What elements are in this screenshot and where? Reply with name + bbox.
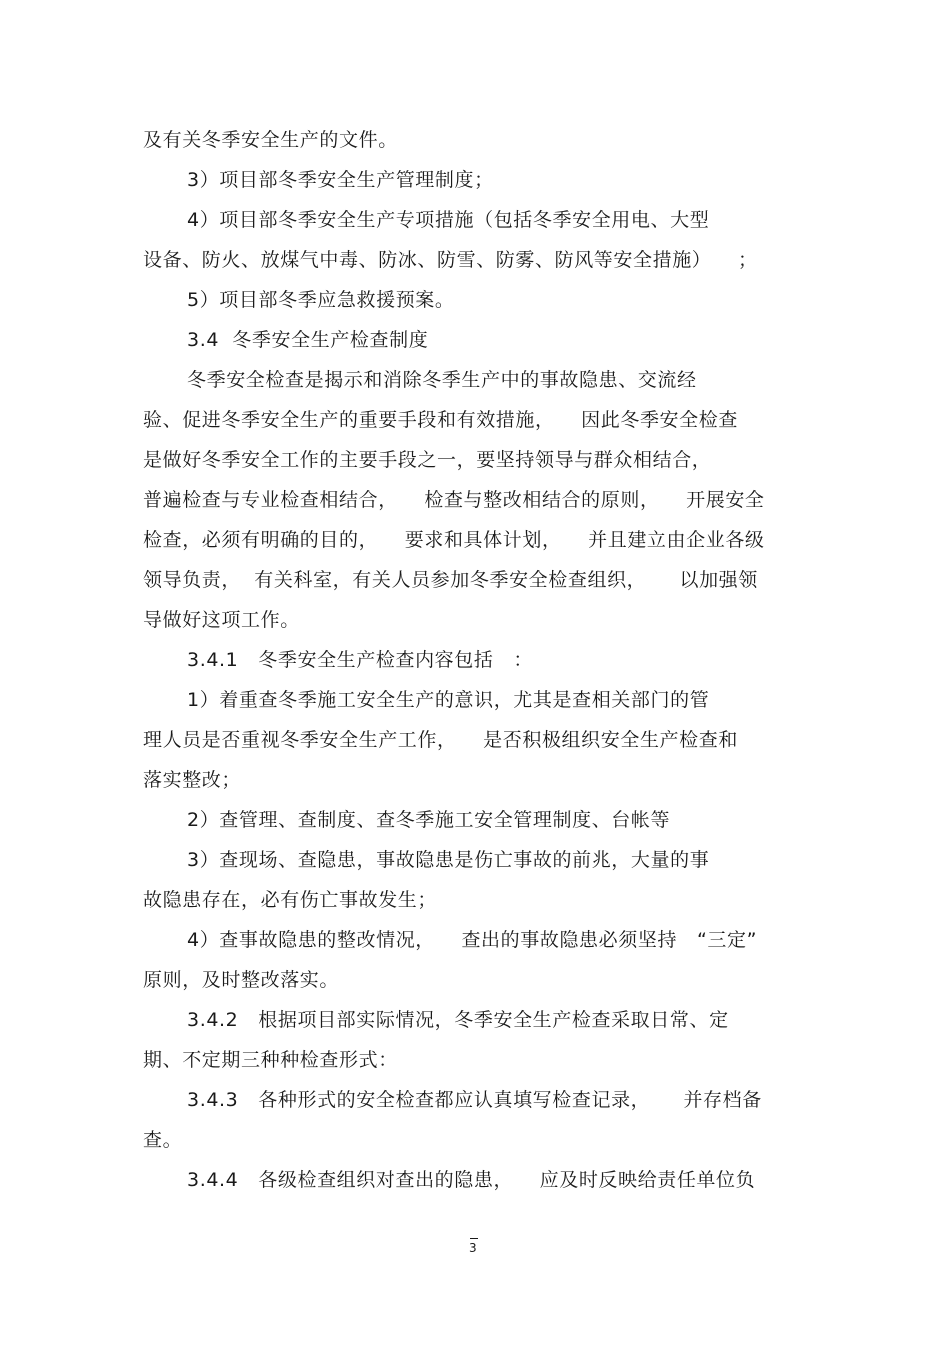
- text-line: 故隐患存在，必有伤亡事故发生；: [143, 889, 438, 911]
- text-line: 4）项目部冬季安全生产专项措施（包括冬季安全用电、大型: [187, 209, 710, 231]
- page-number-rule: [470, 1238, 478, 1239]
- section-heading: 3.4 冬季安全生产检查制度: [187, 329, 429, 351]
- text-line: 2）查管理、查制度、查冬季施工安全管理制度、台帐等: [187, 809, 671, 831]
- subsection-heading: 3.4.1 冬季安全生产检查内容包括 ：: [187, 649, 533, 671]
- text-line: 原则，及时整改落实。: [143, 969, 340, 991]
- text-line: 查。: [143, 1129, 183, 1151]
- text-line: 及有关冬季安全生产的文件。: [143, 129, 398, 151]
- text-line: 普遍检查与专业检查相结合， 检查与整改相结合的原则， 开展安全: [143, 489, 765, 511]
- text-line: 设备、防火、放煤气中毒、防冰、防雪、防雾、防风等安全措施） ；: [143, 249, 758, 271]
- text-line: 验、促进冬季安全生产的重要手段和有效措施， 因此冬季安全检查: [143, 409, 738, 431]
- text-line: 3.4.2 根据项目部实际情况，冬季安全生产检查采取日常、定: [187, 1009, 729, 1031]
- page-number: 3: [469, 1241, 477, 1255]
- text-line: 落实整改；: [143, 769, 242, 791]
- text-line: 3.4.3 各种形式的安全检查都应认真填写检查记录， 并存档备: [187, 1089, 762, 1111]
- text-line: 3）查现场、查隐患，事故隐患是伤亡事故的前兆，大量的事: [187, 849, 710, 871]
- text-line: 3）项目部冬季安全生产管理制度；: [187, 169, 494, 191]
- text-line: 4）查事故隐患的整改情况， 查出的事故隐患必须坚持 “三定”: [187, 929, 758, 951]
- text-line: 期、不定期三种种检查形式：: [143, 1049, 398, 1071]
- text-line: 是做好冬季安全工作的主要手段之一，要坚持领导与群众相结合，: [143, 449, 712, 471]
- text-line: 领导负责， 有关科室，有关人员参加冬季安全检查组织， 以加强领: [143, 569, 758, 591]
- text-line: 5）项目部冬季应急救援预案。: [187, 289, 455, 311]
- text-line: 1）着重查冬季施工安全生产的意识，尤其是查相关部门的管: [187, 689, 710, 711]
- text-line: 导做好这项工作。: [143, 609, 300, 631]
- text-line: 冬季安全检查是揭示和消除冬季生产中的事故隐患、交流经: [187, 369, 697, 391]
- text-line: 检查，必须有明确的目的， 要求和具体计划， 并且建立由企业各级: [143, 529, 765, 551]
- text-line: 3.4.4 各级检查组织对查出的隐患， 应及时反映给责任单位负: [187, 1169, 756, 1191]
- text-line: 理人员是否重视冬季安全生产工作， 是否积极组织安全生产检查和: [143, 729, 738, 751]
